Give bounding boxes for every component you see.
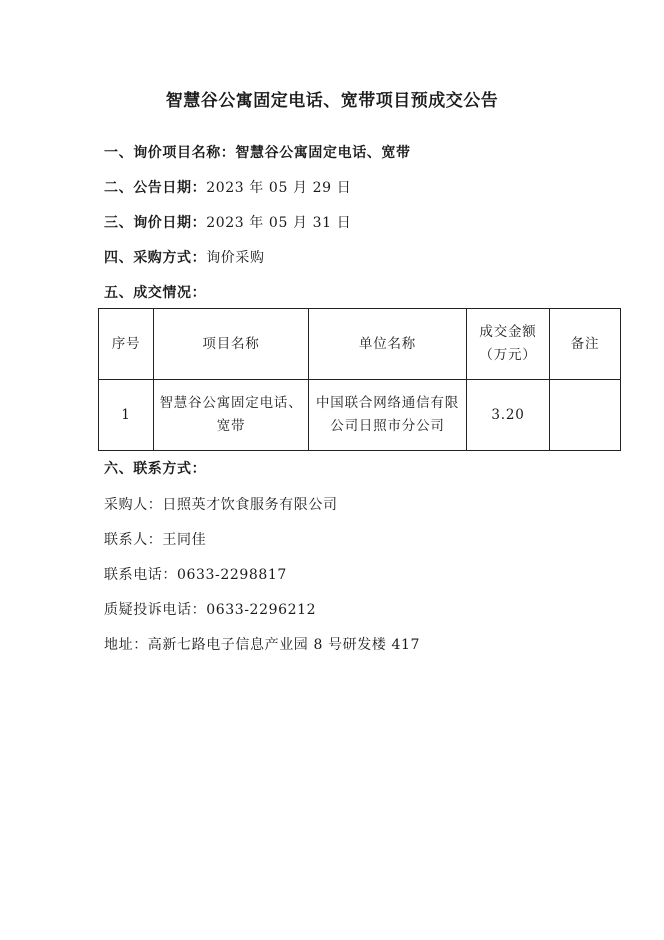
- inquiry-date-label: 三、询价日期：: [104, 215, 207, 231]
- header-unit: 单位名称: [309, 309, 467, 380]
- header-remark: 备注: [550, 309, 621, 380]
- announce-date-value: 2023 年 05 月 29 日: [206, 180, 352, 196]
- table-header-row: [99, 309, 621, 380]
- inquiry-date-line: [104, 212, 351, 232]
- method-value: 询价采购: [206, 250, 265, 266]
- header-amount: 成交金额（万元）: [467, 309, 550, 380]
- contact-person-line: 联系人：王同佳: [104, 532, 207, 548]
- header-project: 项目名称: [154, 309, 309, 380]
- announce-date-label: 二、公告日期：: [104, 180, 207, 196]
- page-title: 智慧谷公寓固定电话、宽带项目预成交公告: [165, 91, 499, 111]
- result-label: 五、成交情况：: [104, 285, 207, 301]
- result-table: [98, 308, 621, 451]
- inquiry-date-value: 2023 年 05 月 31 日: [206, 215, 352, 231]
- cell-seq: 1: [99, 380, 154, 451]
- complaint-phone-line: 质疑投诉电话：0633-2296212: [104, 602, 317, 618]
- result-heading: [104, 282, 206, 302]
- contact-heading: [104, 458, 206, 478]
- cell-project: 智慧谷公寓固定电话、宽带: [154, 380, 309, 451]
- project-name-label: 一、询价项目名称：: [104, 145, 236, 161]
- cell-remark: [550, 380, 621, 451]
- table-row: [99, 380, 621, 451]
- cell-amount: 3.20: [467, 380, 550, 451]
- header-seq: 序号: [99, 309, 154, 380]
- announce-date-line: [104, 177, 351, 197]
- cell-unit: 中国联合网络通信有限公司日照市分公司: [309, 380, 467, 451]
- method-label: 四、采购方式：: [104, 250, 207, 266]
- method-line: [104, 247, 265, 267]
- project-name-line: [104, 142, 411, 162]
- contact-label: 六、联系方式：: [104, 461, 207, 477]
- project-name-value: 智慧谷公寓固定电话、宽带: [235, 145, 411, 161]
- contact-phone-line: 联系电话：0633-2298817: [104, 567, 287, 583]
- buyer-line: 采购人：日照英才饮食服务有限公司: [104, 497, 338, 513]
- address-line: 地址：高新七路电子信息产业园 8 号研发楼 417: [104, 637, 420, 653]
